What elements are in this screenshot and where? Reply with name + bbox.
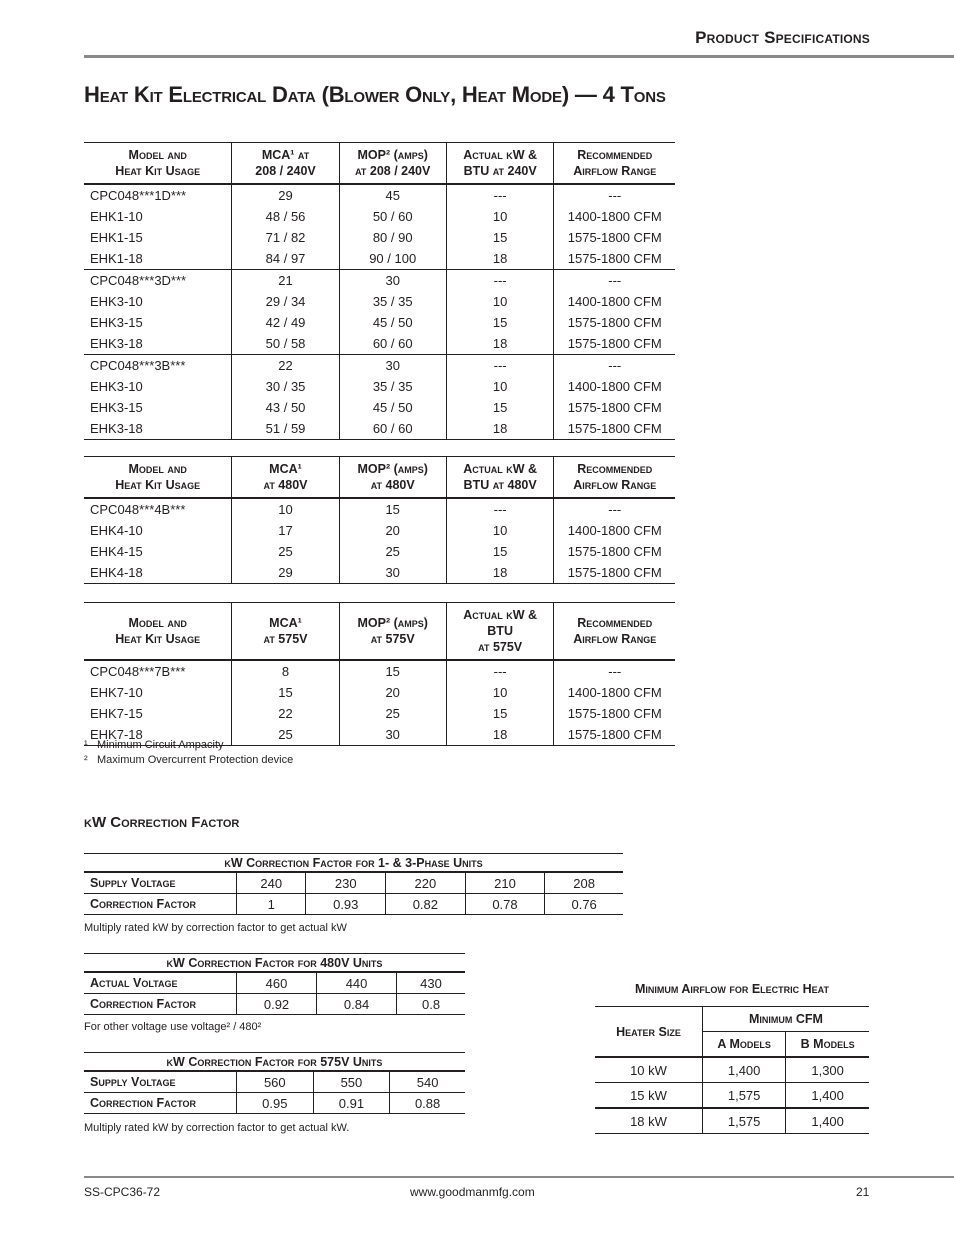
table-cell: 540 (390, 1071, 465, 1093)
column-header-line: at 575V (263, 632, 308, 646)
table-cell: EHK3-15 (90, 315, 143, 330)
table-body (84, 184, 675, 440)
min-airflow-table (595, 1006, 869, 1134)
table-row (84, 994, 465, 1015)
row-label: Actual Voltage (84, 972, 237, 994)
column-header-line: at 480V (370, 478, 415, 492)
table-cell: 90 / 100 (339, 248, 446, 270)
table-cell: 42 / 49 (232, 312, 339, 333)
table-row (84, 682, 675, 703)
table-row (84, 312, 675, 333)
table-row (84, 184, 675, 206)
table-cell: 1,575 (703, 1108, 786, 1134)
table-cell: 0.82 (386, 894, 466, 915)
table-row (84, 894, 623, 915)
table-cell: 1 (237, 894, 306, 915)
column-header-line: Recommended (577, 462, 653, 476)
table-row (84, 376, 675, 397)
heat-kit-table-480v (84, 456, 675, 584)
header-row (84, 143, 675, 185)
column-header (339, 143, 446, 185)
table-cell: 1400-1800 CFM (554, 206, 675, 227)
column-header (446, 143, 554, 185)
footnote-2: ² Maximum Overcurrent Protection device (84, 754, 294, 766)
table-cell: EHK4-15 (90, 544, 143, 559)
table-body (84, 972, 465, 1015)
header-row (84, 603, 675, 661)
table-cell: 1575-1800 CFM (554, 397, 675, 418)
row-label: Supply Voltage (84, 1071, 237, 1093)
table-caption: kW Correction Factor for 575V Units (84, 1052, 465, 1070)
table-row (84, 972, 465, 994)
table-cell: 0.88 (390, 1093, 465, 1114)
table-cell: 550 (313, 1071, 390, 1093)
row-label: Correction Factor (84, 894, 237, 915)
table-cell: 45 / 50 (339, 312, 446, 333)
table-row (595, 1108, 869, 1134)
table-cell: CPC048***3B*** (90, 358, 186, 373)
table-cell: EHK1-10 (90, 209, 143, 224)
table-cell: 35 / 35 (339, 376, 446, 397)
table-cell: 10 (446, 682, 554, 703)
table-cell: 440 (317, 972, 397, 994)
table-cell: CPC048***3D*** (90, 273, 187, 288)
table-cell: 45 / 50 (339, 397, 446, 418)
column-header (232, 457, 339, 499)
row-label: Correction Factor (84, 1093, 237, 1114)
table-cell: 1575-1800 CFM (554, 248, 675, 270)
column-header-line: Model and (128, 148, 187, 162)
table-cell: 18 (446, 333, 554, 355)
heat-kit-table-575v (84, 602, 675, 746)
column-header-line: MOP² (amps) (357, 616, 428, 630)
table-cell: EHK3-18 (84, 418, 232, 440)
table-cell: --- (446, 270, 554, 292)
table-row (84, 541, 675, 562)
column-header (554, 457, 675, 499)
table-row (84, 1093, 465, 1114)
table-caption: kW Correction Factor for 1- & 3-Phase Units (84, 853, 623, 871)
table-row (84, 520, 675, 541)
table-cell: 240 (237, 872, 306, 894)
table-cell: --- (446, 498, 554, 520)
table-cell: 30 (339, 355, 446, 377)
column-header-line: at 480V (263, 478, 308, 492)
table-cell: CPC048***1D*** (90, 188, 187, 203)
table-cell: 1575-1800 CFM (554, 333, 675, 355)
column-header (339, 603, 446, 661)
column-header (554, 603, 675, 661)
table-cell: --- (554, 355, 675, 377)
table-row (84, 872, 623, 894)
table-row (595, 1083, 869, 1109)
table-cell: 51 / 59 (232, 418, 339, 440)
table-cell: EHK1-15 (90, 230, 143, 245)
table-row (84, 660, 675, 682)
table-cell: EHK3-10 (90, 379, 143, 394)
column-header-line: 208 / 240V (255, 164, 316, 178)
bottom-rule (84, 1176, 954, 1178)
table-cell: 29 (232, 562, 339, 584)
column-header-line: BTU at 480V (463, 478, 537, 492)
table-cell: 1400-1800 CFM (554, 682, 675, 703)
column-header-line: BTU at 240V (463, 164, 537, 178)
column-header (339, 457, 446, 499)
table-cell: --- (554, 498, 675, 520)
table-cell: 0.76 (545, 894, 623, 915)
table-cell: 15 (446, 312, 554, 333)
table-cell: 18 kW (595, 1108, 703, 1134)
table-cell: 0.92 (237, 994, 317, 1015)
column-header-line: Actual kW & (463, 462, 538, 476)
table-cell: 1575-1800 CFM (554, 724, 675, 746)
table-cell: 50 / 58 (232, 333, 339, 355)
table-cell: 0.91 (313, 1093, 390, 1114)
column-header (232, 603, 339, 661)
cf1-note: Multiply rated kW by correction factor to get actual kW (84, 922, 347, 934)
column-header-line: MCA¹ (269, 462, 302, 476)
cf575-note: Multiply rated kW by correction factor to get actual kW. (84, 1122, 350, 1134)
table-cell: 15 (446, 703, 554, 724)
table-body (84, 872, 623, 915)
column-header-line: Airflow Range (573, 478, 657, 492)
table-row (84, 206, 675, 227)
column-header-line: Recommended (577, 616, 653, 630)
b-models-header: B Models (786, 1032, 869, 1058)
table-cell: 30 / 35 (232, 376, 339, 397)
table-row (84, 418, 675, 440)
kw-correction-heading: kW Correction Factor (84, 814, 240, 831)
table-cell: 230 (306, 872, 386, 894)
table-cell: 45 (339, 184, 446, 206)
column-header-line: Airflow Range (573, 632, 657, 646)
table-cell: 1,400 (786, 1108, 869, 1134)
table-cell: CPC048***7B*** (90, 664, 186, 679)
kw-correction-1-3-phase-table (84, 853, 623, 915)
column-header-line: Model and (128, 616, 187, 630)
table-cell: EHK3-10 (90, 294, 143, 309)
table-header (84, 603, 675, 661)
page-title: Heat Kit Electrical Data (Blower Only, Heat Mode) — 4 Tons (84, 82, 666, 107)
table-cell: 25 (232, 724, 339, 746)
table-cell: 10 kW (630, 1062, 667, 1078)
table-cell: 15 (232, 682, 339, 703)
column-header-line: Heat Kit Usage (115, 164, 201, 178)
table-cell: EHK3-15 (90, 400, 143, 415)
table-cell: EHK1-18 (84, 248, 232, 270)
header-row (84, 457, 675, 499)
table-cell: 15 (446, 541, 554, 562)
table-body (84, 1071, 465, 1114)
heat-kit-table-208-240v (84, 142, 675, 440)
column-header-line: at 208 / 240V (355, 164, 431, 178)
kw-correction-575v-table (84, 1052, 465, 1114)
cf480-note: For other voltage use voltage² / 480² (84, 1021, 262, 1033)
table-row (84, 1071, 465, 1093)
table-body (84, 498, 675, 584)
table-row (84, 227, 675, 248)
row-label: Correction Factor (84, 994, 237, 1015)
table-row (595, 1057, 869, 1083)
table-cell: 60 / 60 (339, 418, 446, 440)
table-cell: 25 (232, 541, 339, 562)
table-cell: 15 kW (595, 1083, 703, 1109)
column-header (84, 143, 232, 185)
table-row (84, 270, 675, 292)
table-cell: 48 / 56 (232, 206, 339, 227)
table-cell: 21 (232, 270, 339, 292)
table-row (84, 703, 675, 724)
table-row (84, 498, 675, 520)
table-cell: 1575-1800 CFM (554, 312, 675, 333)
footnotes (84, 738, 293, 768)
column-header-line: MOP² (amps) (357, 462, 428, 476)
table-cell: 10 (446, 376, 554, 397)
column-header (446, 603, 554, 661)
min-cfm-header: Minimum CFM (703, 1007, 870, 1032)
table-cell: 18 (446, 562, 554, 584)
table-cell: 35 / 35 (339, 291, 446, 312)
table-cell: --- (554, 184, 675, 206)
column-header-line: Recommended (577, 148, 653, 162)
table-cell: 10 (446, 206, 554, 227)
table-cell: 1575-1800 CFM (554, 227, 675, 248)
table-row (84, 355, 675, 377)
table-cell: 1575-1800 CFM (554, 562, 675, 584)
table-cell: 30 (339, 270, 446, 292)
column-header (446, 457, 554, 499)
table-cell: 30 (339, 724, 446, 746)
table-cell: 1400-1800 CFM (554, 291, 675, 312)
table-cell: 1575-1800 CFM (554, 703, 675, 724)
table-row (84, 291, 675, 312)
table-cell: 430 (397, 972, 465, 994)
table-row (84, 248, 675, 270)
column-header-line: at 575V (370, 632, 415, 646)
table-cell: 80 / 90 (339, 227, 446, 248)
table-cell: 1575-1800 CFM (554, 418, 675, 440)
table-cell: EHK7-10 (90, 685, 143, 700)
table-cell: 210 (465, 872, 545, 894)
column-header-line: Model and (128, 462, 187, 476)
table-cell: --- (554, 270, 675, 292)
column-header (554, 143, 675, 185)
table-cell: 1400-1800 CFM (554, 520, 675, 541)
table-cell: 29 (232, 184, 339, 206)
table-caption: kW Correction Factor for 480V Units (84, 953, 465, 971)
table-cell: 25 (339, 541, 446, 562)
table-cell: 18 (446, 724, 554, 746)
table-cell: 1400-1800 CFM (554, 376, 675, 397)
table-cell: 1,300 (786, 1057, 869, 1083)
table-cell: 29 / 34 (232, 291, 339, 312)
table-cell: 10 (232, 498, 339, 520)
table-cell: 50 / 60 (339, 206, 446, 227)
table-cell: 8 (232, 660, 339, 682)
table-cell: EHK4-18 (84, 562, 232, 584)
table-cell: 1,400 (786, 1083, 869, 1109)
table-cell: 18 (446, 418, 554, 440)
column-header-line: at 575V (478, 640, 523, 654)
table-cell: 20 (339, 682, 446, 703)
table-cell: 560 (237, 1071, 314, 1093)
kw-correction-480v-table (84, 953, 465, 1015)
table-cell: 0.84 (317, 994, 397, 1015)
table-cell: 15 (446, 227, 554, 248)
footer-url: www.goodmanmfg.com (410, 1185, 535, 1199)
table-cell: 20 (339, 520, 446, 541)
footnote-1: ¹ Minimum Circuit Ampacity (84, 739, 224, 751)
table-cell: 25 (339, 703, 446, 724)
min-airflow-title: Minimum Airflow for Electric Heat (634, 982, 830, 996)
column-header (84, 457, 232, 499)
table-cell: 0.93 (306, 894, 386, 915)
table-cell: 10 (446, 520, 554, 541)
table-cell: 15 (339, 660, 446, 682)
table-cell: 22 (232, 355, 339, 377)
column-header-line: MCA¹ at (261, 148, 310, 162)
column-header-line: MOP² (amps) (357, 148, 428, 162)
table-cell: 1,400 (703, 1057, 786, 1083)
table-cell: --- (446, 184, 554, 206)
table-cell: EHK4-10 (90, 523, 143, 538)
top-rule (84, 55, 954, 58)
table-cell: --- (554, 660, 675, 682)
column-header-line: MCA¹ (269, 616, 302, 630)
table-cell: 30 (339, 562, 446, 584)
table-cell: 43 / 50 (232, 397, 339, 418)
table-cell: 0.8 (397, 994, 465, 1015)
table-cell: 15 (446, 397, 554, 418)
table-header (84, 143, 675, 185)
table-cell: 71 / 82 (232, 227, 339, 248)
table-cell: 0.95 (237, 1093, 314, 1114)
table-body (84, 660, 675, 746)
table-cell: 460 (237, 972, 317, 994)
table-cell: EHK7-18 (84, 724, 232, 746)
column-header-line: Heat Kit Usage (115, 632, 201, 646)
column-header (232, 143, 339, 185)
table-cell: --- (446, 660, 554, 682)
footer-page-number: 21 (856, 1185, 870, 1199)
column-header-line: Actual kW & BTU (463, 608, 538, 638)
table-cell: 18 (446, 248, 554, 270)
a-models-header: A Models (703, 1032, 786, 1058)
table-cell: --- (446, 355, 554, 377)
table-row (84, 562, 675, 584)
table-header (84, 457, 675, 499)
table-cell: 220 (386, 872, 466, 894)
table-cell: 84 / 97 (232, 248, 339, 270)
table-cell: 10 (446, 291, 554, 312)
table-cell: CPC048***4B*** (90, 502, 186, 517)
table-cell: 22 (232, 703, 339, 724)
column-header-line: Actual kW & (463, 148, 538, 162)
column-header-line: Heat Kit Usage (115, 478, 201, 492)
table-cell: 1,575 (703, 1083, 786, 1109)
table-cell: 60 / 60 (339, 333, 446, 355)
row-label: Supply Voltage (84, 872, 237, 894)
table-cell: 15 (339, 498, 446, 520)
table-cell: 1575-1800 CFM (554, 541, 675, 562)
column-header-line: Airflow Range (573, 164, 657, 178)
table-cell: EHK7-15 (90, 706, 143, 721)
table-cell: 208 (545, 872, 623, 894)
table-cell: 17 (232, 520, 339, 541)
table-row (84, 397, 675, 418)
table-cell: EHK3-18 (84, 333, 232, 355)
heater-size-header: Heater Size (595, 1007, 703, 1058)
table-row (84, 333, 675, 355)
table-cell: 0.78 (465, 894, 545, 915)
footer-doc-id: SS-CPC36-72 (84, 1185, 161, 1199)
section-header: Product Specifications (695, 28, 870, 47)
column-header (84, 603, 232, 661)
